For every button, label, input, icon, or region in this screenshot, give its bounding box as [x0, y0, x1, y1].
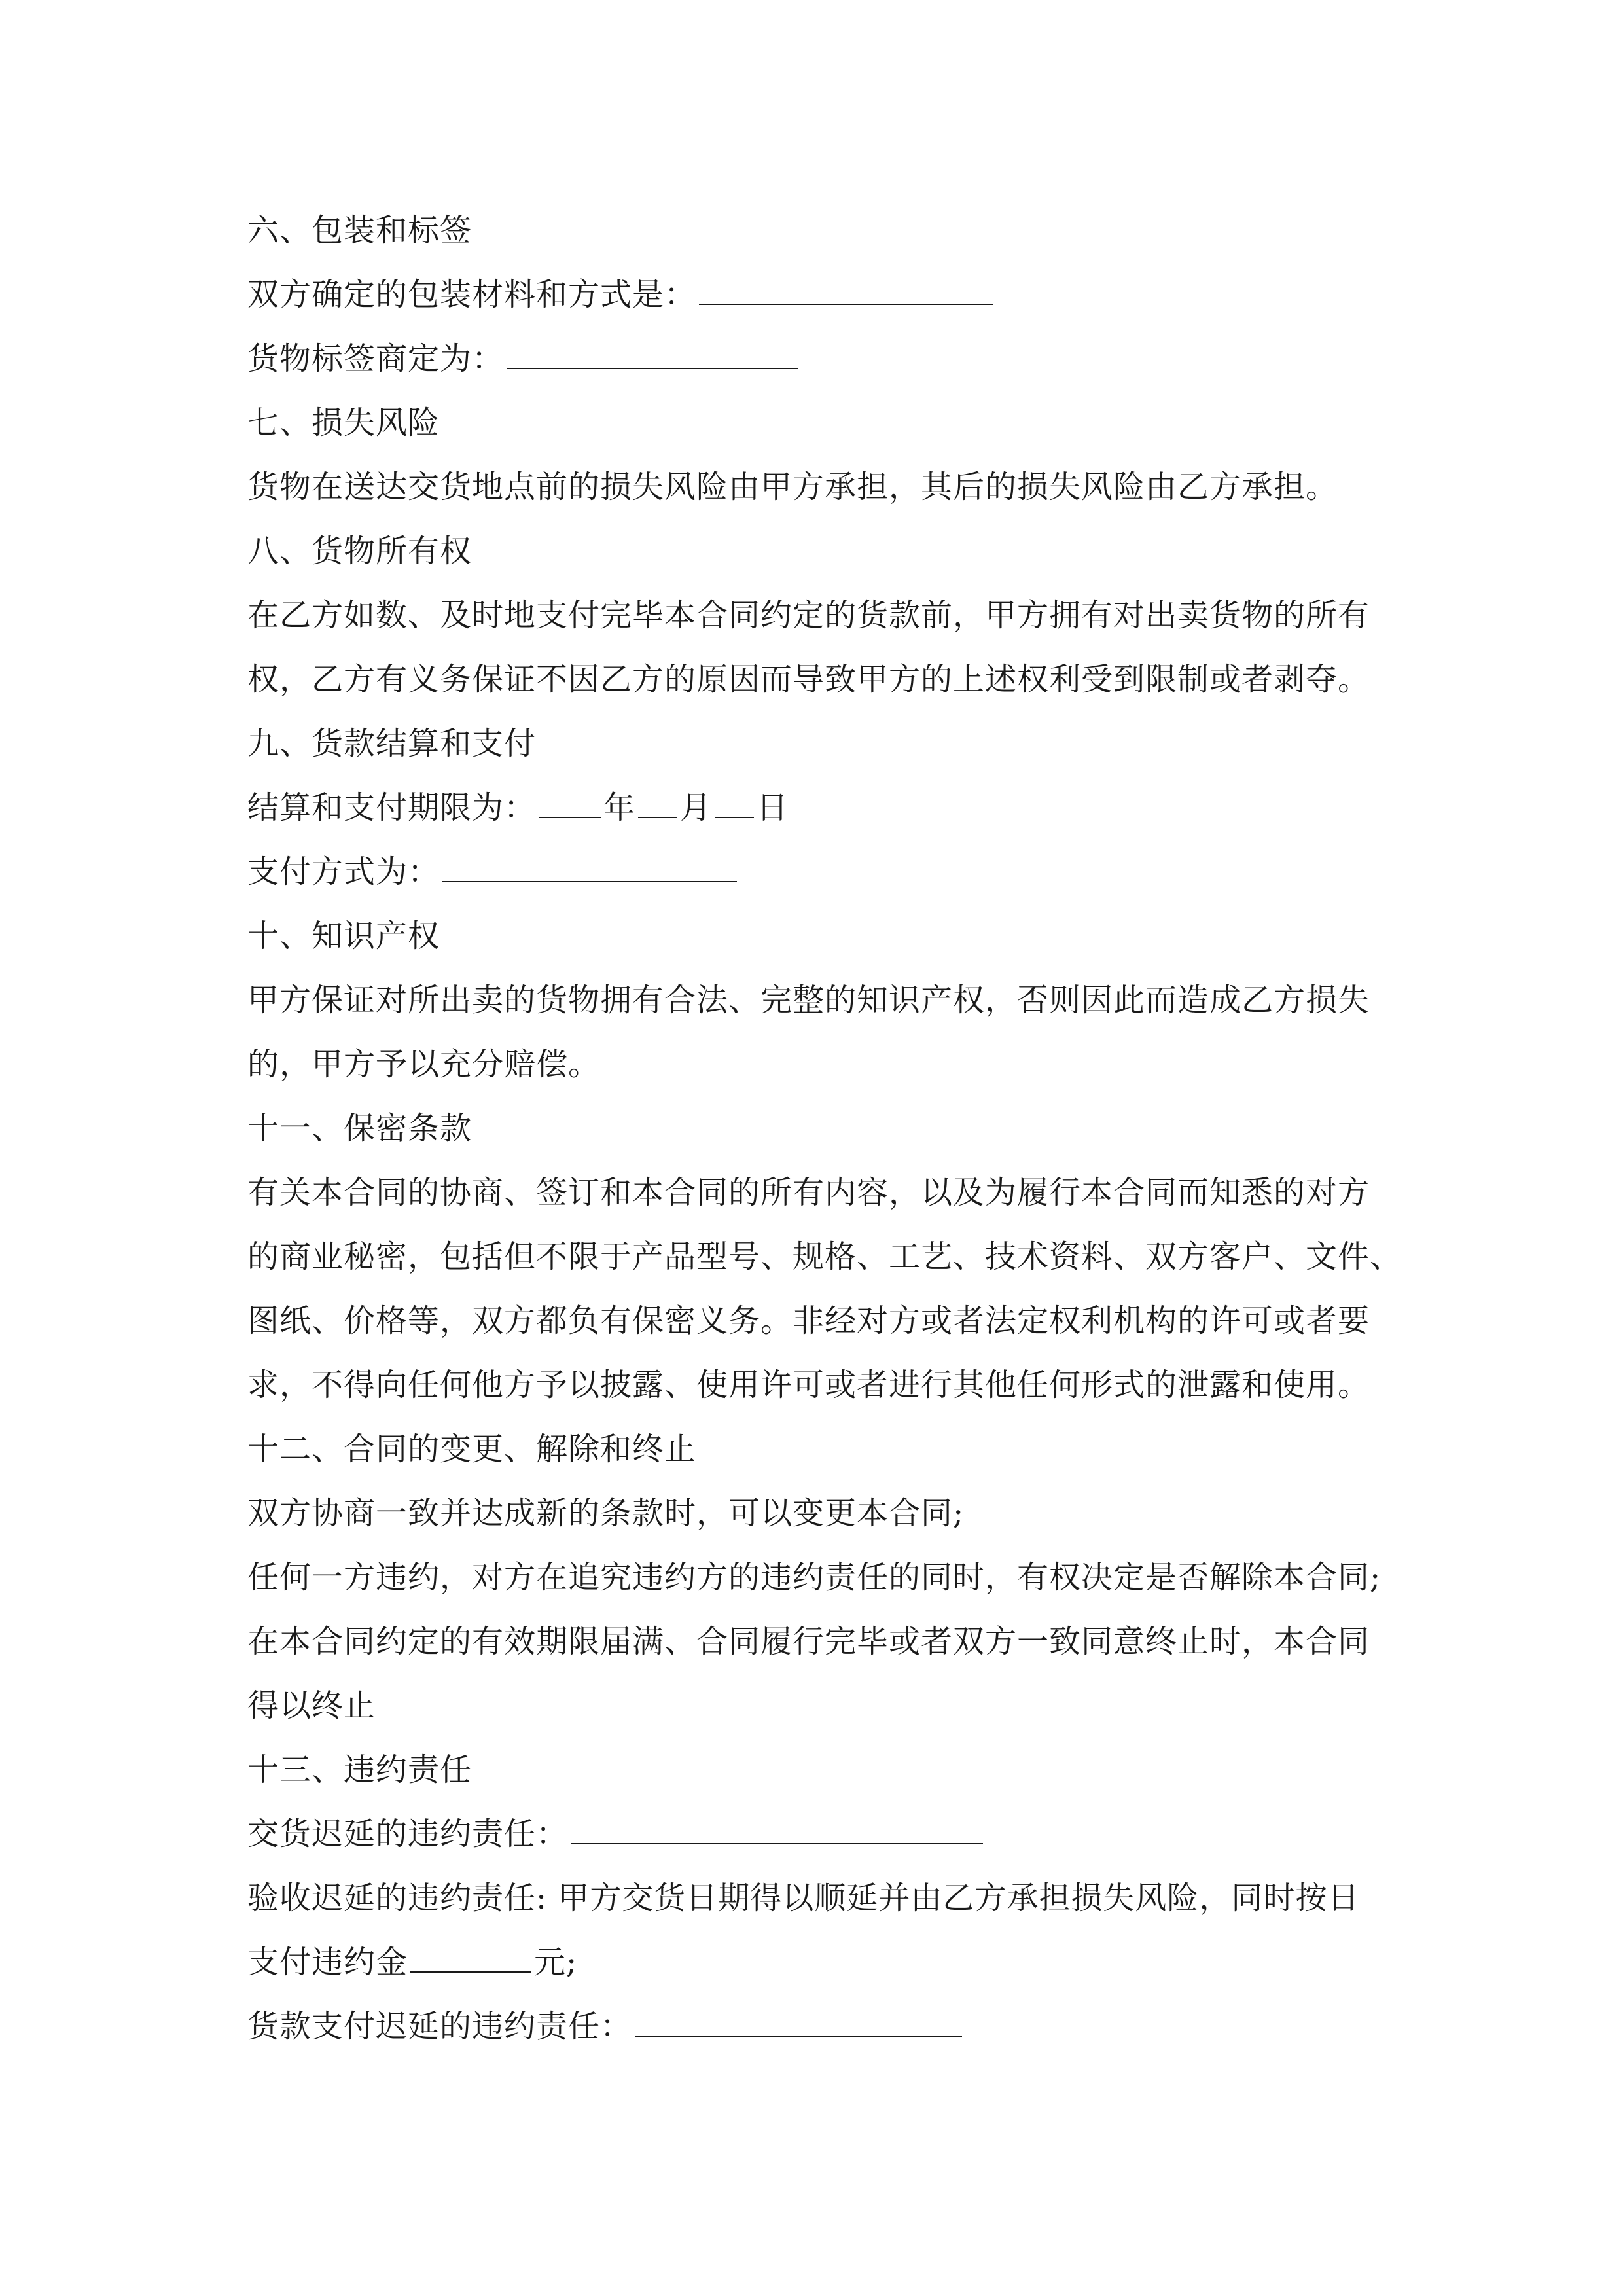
- section-heading: 十三、违约责任: [247, 1751, 473, 1788]
- day-label: 日: [757, 789, 789, 826]
- year-label: 年: [603, 789, 636, 826]
- section-heading: 九、货款结算和支付: [247, 725, 537, 762]
- paragraph-line: 任何一方违约，对方在追究违约方的违约责任的同时，有权决定是否解除本合同;: [247, 1559, 1382, 1596]
- penalty-line: [247, 1930, 1399, 1994]
- delivery-line: [247, 1802, 1399, 1866]
- paragraph-line: 双方协商一致并达成新的条款时，可以变更本合同;: [247, 1495, 965, 1532]
- payment-delay-line: [247, 1994, 1399, 2058]
- paragraph-line: 权，乙方有义务保证不因乙方的原因而导致甲方的上述权利受到限制或者剥夺。: [247, 661, 1370, 698]
- packing-line: [247, 262, 1399, 327]
- year-blank[interactable]: [539, 791, 601, 818]
- packing-label: 双方确定的包装材料和方式是：: [247, 276, 697, 313]
- payment-delay-label: 货款支付迟延的违约责任：: [247, 2008, 633, 2045]
- paragraph-line: 在本合同约定的有效期限届满、合同履行完毕或者双方一致同意终止时，本合同: [247, 1623, 1370, 1660]
- tag-label: 货物标签商定为：: [247, 340, 505, 377]
- penalty-blank[interactable]: [410, 1945, 531, 1973]
- delivery-blank[interactable]: [571, 1817, 983, 1844]
- day-blank[interactable]: [715, 791, 754, 818]
- section-heading: 七、损失风险: [247, 404, 440, 441]
- method-label: 支付方式为：: [247, 853, 440, 890]
- deadline-line: [247, 776, 1399, 840]
- section-heading: 十二、合同的变更、解除和终止: [247, 1431, 697, 1467]
- deadline-label: 结算和支付期限为：: [247, 789, 537, 826]
- month-blank[interactable]: [638, 791, 677, 818]
- paragraph-line: 有关本合同的协商、签订和本合同的所有内容，以及为履行本合同而知悉的对方: [247, 1174, 1370, 1211]
- month-label: 月: [680, 789, 713, 826]
- paragraph-line: 图纸、价格等，双方都负有保密义务。非经对方或者法定权利机构的许可或者要: [247, 1302, 1370, 1339]
- delivery-label: 交货迟延的违约责任：: [247, 1816, 569, 1852]
- paragraph-line: 货物在送达交货地点前的损失风险由甲方承担，其后的损失风险由乙方承担。: [247, 469, 1338, 505]
- penalty-prefix: 支付违约金: [247, 1944, 408, 1981]
- paragraph-line: 的商业秘密，包括但不限于产品型号、规格、工艺、技术资料、双方客户、文件、: [247, 1238, 1402, 1275]
- paragraph-line: 求，不得向任何他方予以披露、使用许可或者进行其他任何形式的泄露和使用。: [247, 1367, 1370, 1403]
- section-heading: 十一、保密条款: [247, 1110, 473, 1147]
- tag-blank[interactable]: [507, 342, 798, 369]
- paragraph-line: 的，甲方予以充分赔偿。: [247, 1046, 601, 1083]
- section-heading: 十、知识产权: [247, 918, 440, 954]
- payment-delay-blank[interactable]: [635, 2009, 962, 2037]
- tag-line: [247, 327, 1399, 391]
- paragraph-line: 得以终止: [247, 1687, 376, 1724]
- contract-page: [247, 198, 1402, 2058]
- penalty-suffix: 元;: [534, 1944, 578, 1981]
- method-line: [247, 840, 1399, 904]
- paragraph-line: 验收迟延的违约责任: 甲方交货日期得以顺延并由乙方承担损失风险，同时按日: [247, 1880, 1360, 1916]
- paragraph-line: 在乙方如数、及时地支付完毕本合同约定的货款前，甲方拥有对出卖货物的所有: [247, 597, 1370, 634]
- method-blank[interactable]: [442, 855, 737, 882]
- paragraph-line: 甲方保证对所出卖的货物拥有合法、完整的知识产权，否则因此而造成乙方损失: [247, 982, 1370, 1018]
- section-heading: 六、包装和标签: [247, 212, 473, 249]
- section-heading: 八、货物所有权: [247, 533, 473, 569]
- packing-blank[interactable]: [699, 278, 993, 305]
